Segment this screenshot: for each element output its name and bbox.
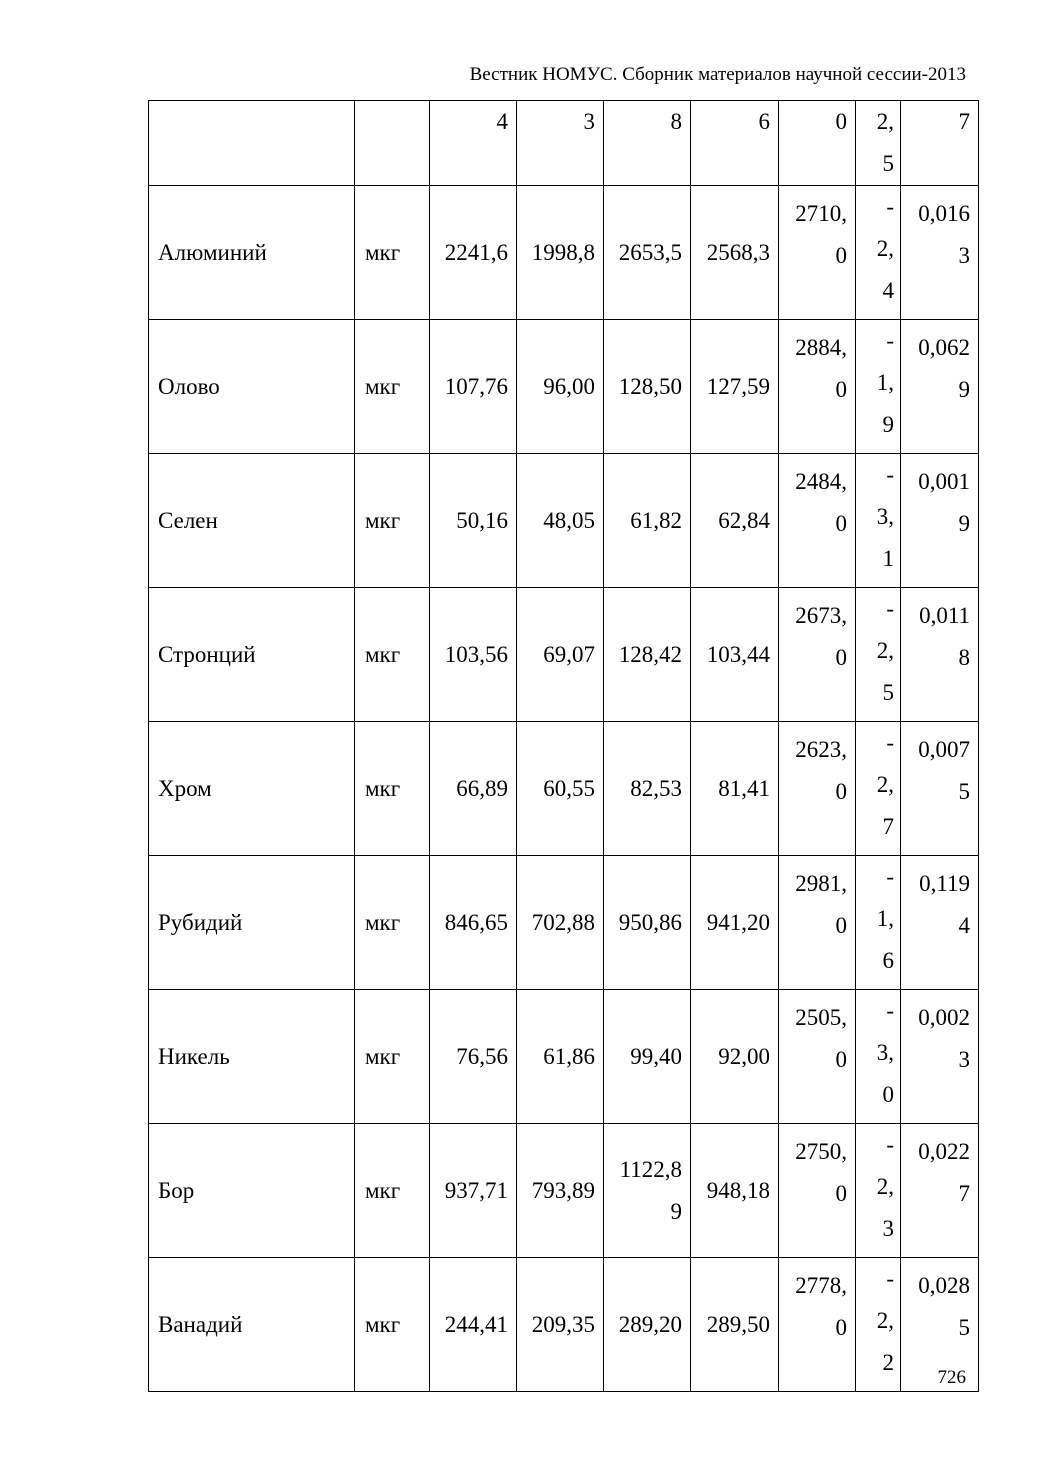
table-cell: 4 bbox=[430, 101, 517, 186]
table-row bbox=[149, 856, 979, 990]
table-cell-element-name: Бор bbox=[149, 1124, 355, 1258]
table-cell-unit: мкг bbox=[355, 1258, 430, 1392]
table-cell-value-7: 0,062 9 bbox=[901, 320, 979, 454]
table-cell-value-1: 66,89 bbox=[430, 722, 517, 856]
table-cell-value-7: 0,011 8 bbox=[901, 588, 979, 722]
table-cell-element-name: Никель bbox=[149, 990, 355, 1124]
table-cell-value-2: 702,88 bbox=[517, 856, 604, 990]
table-cell-value-4: 948,18 bbox=[691, 1124, 779, 1258]
table-cell-unit: мкг bbox=[355, 1124, 430, 1258]
table-row bbox=[149, 186, 979, 320]
page-number: 726 bbox=[937, 1367, 966, 1388]
table-body bbox=[149, 101, 979, 1392]
table-cell-value-1: 846,65 bbox=[430, 856, 517, 990]
table-cell-value-2: 1998,8 bbox=[517, 186, 604, 320]
table-cell-value-2: 69,07 bbox=[517, 588, 604, 722]
table-cell-value-5: 2505, 0 bbox=[779, 990, 856, 1124]
data-table bbox=[148, 100, 979, 1392]
table-cell-value-5: 2778, 0 bbox=[779, 1258, 856, 1392]
table-cell-value-5: 2981, 0 bbox=[779, 856, 856, 990]
table-cell-value-5: 2623, 0 bbox=[779, 722, 856, 856]
table-cell-unit: мкг bbox=[355, 186, 430, 320]
table-cell-value-2: 793,89 bbox=[517, 1124, 604, 1258]
table-cell-unit: мкг bbox=[355, 722, 430, 856]
table-cell-value-5: 2750, 0 bbox=[779, 1124, 856, 1258]
table-row-continuation bbox=[149, 101, 979, 186]
table-cell bbox=[149, 101, 355, 186]
table-cell-unit: мкг bbox=[355, 990, 430, 1124]
table-cell-value-3: 128,50 bbox=[604, 320, 691, 454]
table-cell-value-5: 2710, 0 bbox=[779, 186, 856, 320]
table-cell-value-5: 2673, 0 bbox=[779, 588, 856, 722]
table-cell-value-7: 0,119 4 bbox=[901, 856, 979, 990]
table-cell-value-2: 96,00 bbox=[517, 320, 604, 454]
table-cell-value-4: 127,59 bbox=[691, 320, 779, 454]
table-cell: 8 bbox=[604, 101, 691, 186]
table-cell-value-1: 937,71 bbox=[430, 1124, 517, 1258]
table-cell-value-2: 209,35 bbox=[517, 1258, 604, 1392]
table-cell-element-name: Рубидий bbox=[149, 856, 355, 990]
table-row bbox=[149, 588, 979, 722]
table-cell-value-4: 62,84 bbox=[691, 454, 779, 588]
table-cell-value-4: 92,00 bbox=[691, 990, 779, 1124]
table-cell-element-name: Ванадий bbox=[149, 1258, 355, 1392]
table-cell-value-6: - 3, 1 bbox=[856, 454, 901, 588]
table-cell-value-4: 2568,3 bbox=[691, 186, 779, 320]
table-cell-element-name: Хром bbox=[149, 722, 355, 856]
table-cell: 7 bbox=[901, 101, 979, 186]
table-cell-value-7: 0,022 7 bbox=[901, 1124, 979, 1258]
table-cell: 3 bbox=[517, 101, 604, 186]
running-header: Вестник НОМУС. Сборник материалов научной сессии-2013 bbox=[469, 64, 966, 85]
table-cell-unit: мкг bbox=[355, 320, 430, 454]
table-cell-value-1: 107,76 bbox=[430, 320, 517, 454]
table-cell-element-name: Алюминий bbox=[149, 186, 355, 320]
table-cell-value-3: 82,53 bbox=[604, 722, 691, 856]
table-cell-value-2: 48,05 bbox=[517, 454, 604, 588]
table-cell-value-2: 61,86 bbox=[517, 990, 604, 1124]
table-cell-value-1: 76,56 bbox=[430, 990, 517, 1124]
table-cell-element-name: Селен bbox=[149, 454, 355, 588]
table-cell-value-4: 81,41 bbox=[691, 722, 779, 856]
table-row bbox=[149, 454, 979, 588]
table-cell: 0 bbox=[779, 101, 856, 186]
table-cell-value-5: 2884, 0 bbox=[779, 320, 856, 454]
table-cell-value-3: 289,20 bbox=[604, 1258, 691, 1392]
table-cell-value-3: 61,82 bbox=[604, 454, 691, 588]
table-cell-value-1: 244,41 bbox=[430, 1258, 517, 1392]
table-cell: 2, 5 bbox=[856, 101, 901, 186]
table-cell-value-1: 2241,6 bbox=[430, 186, 517, 320]
table-cell-value-2: 60,55 bbox=[517, 722, 604, 856]
table-cell-value-4: 103,44 bbox=[691, 588, 779, 722]
table-cell-value-3: 2653,5 bbox=[604, 186, 691, 320]
table-row bbox=[149, 722, 979, 856]
table-cell-value-6: - 2, 2 bbox=[856, 1258, 901, 1392]
table-cell-value-3: 99,40 bbox=[604, 990, 691, 1124]
table-cell-value-4: 289,50 bbox=[691, 1258, 779, 1392]
table-row bbox=[149, 1258, 979, 1392]
table-row bbox=[149, 1124, 979, 1258]
table-cell-value-3: 1122,8 9 bbox=[604, 1124, 691, 1258]
table-cell-value-4: 941,20 bbox=[691, 856, 779, 990]
table-cell-value-1: 103,56 bbox=[430, 588, 517, 722]
table-cell-value-3: 128,42 bbox=[604, 588, 691, 722]
table-cell-value-6: - 2, 3 bbox=[856, 1124, 901, 1258]
table-cell-value-7: 0,016 3 bbox=[901, 186, 979, 320]
table-cell-value-5: 2484, 0 bbox=[779, 454, 856, 588]
table-cell bbox=[355, 101, 430, 186]
table-cell-value-6: - 3, 0 bbox=[856, 990, 901, 1124]
table-cell-unit: мкг bbox=[355, 454, 430, 588]
table-cell-unit: мкг bbox=[355, 856, 430, 990]
table-cell-value-6: - 1, 9 bbox=[856, 320, 901, 454]
table-row bbox=[149, 990, 979, 1124]
table-cell-value-7: 0,028 5 bbox=[901, 1258, 979, 1392]
table-cell-value-1: 50,16 bbox=[430, 454, 517, 588]
table-cell-value-6: - 2, 4 bbox=[856, 186, 901, 320]
table-cell-value-7: 0,007 5 bbox=[901, 722, 979, 856]
table-cell-value-6: - 2, 7 bbox=[856, 722, 901, 856]
table-cell-value-7: 0,002 3 bbox=[901, 990, 979, 1124]
table-cell-value-6: - 2, 5 bbox=[856, 588, 901, 722]
table-cell-value-6: - 1, 6 bbox=[856, 856, 901, 990]
table-cell: 6 bbox=[691, 101, 779, 186]
table-cell-unit: мкг bbox=[355, 588, 430, 722]
table-row bbox=[149, 320, 979, 454]
table-cell-element-name: Олово bbox=[149, 320, 355, 454]
table-cell-value-3: 950,86 bbox=[604, 856, 691, 990]
table-cell-element-name: Стронций bbox=[149, 588, 355, 722]
table-cell-value-7: 0,001 9 bbox=[901, 454, 979, 588]
